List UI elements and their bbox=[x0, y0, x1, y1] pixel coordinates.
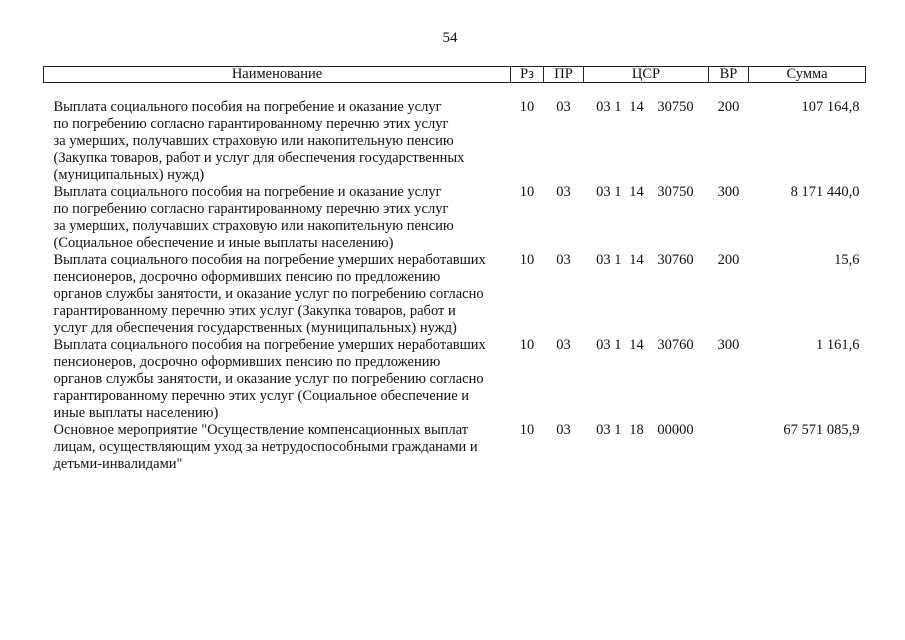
table-row bbox=[44, 422, 866, 473]
row-sum: 15,6 bbox=[834, 252, 860, 268]
row-csr-direction: 30750 bbox=[657, 99, 694, 115]
table-row bbox=[44, 184, 866, 252]
row-name-line: за умерших, получавших страховую или накопительную пенсию bbox=[53, 218, 454, 234]
row-sum: 107 164,8 bbox=[801, 99, 860, 115]
row-name bbox=[44, 99, 511, 184]
row-csr bbox=[584, 184, 709, 252]
row-csr-event: 14 bbox=[629, 337, 644, 353]
row-vr: 300 bbox=[717, 337, 740, 353]
row-csr-program: 03 1 bbox=[596, 337, 622, 353]
row-vr: 300 bbox=[717, 184, 740, 200]
header-csr: ЦСР bbox=[584, 67, 709, 83]
row-rz: 10 bbox=[519, 337, 535, 353]
row-name-line: за умерших, получавших страховую или накопительную пенсию bbox=[53, 133, 454, 149]
row-name bbox=[44, 252, 511, 337]
row-name-line: иные выплаты населению) bbox=[53, 405, 219, 421]
row-vr: 200 bbox=[717, 252, 740, 268]
row-name-line: (муниципальных) нужд) bbox=[53, 167, 205, 183]
row-csr-direction: 00000 bbox=[657, 422, 694, 438]
row-vr: 200 bbox=[717, 99, 740, 115]
row-csr bbox=[584, 252, 709, 337]
row-name-line: органов службы занятости, и оказание услуг по погребению согласно bbox=[53, 371, 484, 387]
row-name bbox=[44, 337, 511, 422]
row-name-line: Выплата социального пособия на погребение и оказание услуг bbox=[53, 184, 442, 200]
row-name bbox=[44, 184, 511, 252]
row-name-line: гарантированному перечню этих услуг (Социальное обеспечение и bbox=[53, 388, 470, 404]
header-sum: Сумма bbox=[749, 67, 866, 83]
page-number: 54 bbox=[442, 30, 458, 46]
row-name-line: (Социальное обеспечение и иные выплаты населению) bbox=[53, 235, 394, 251]
row-csr-program: 03 1 bbox=[596, 99, 622, 115]
row-pr: 03 bbox=[556, 337, 571, 353]
row-name-line: Выплата социального пособия на погребение умерших неработавших bbox=[53, 252, 486, 268]
row-rz: 10 bbox=[519, 184, 535, 200]
row-name-line: пенсионеров, досрочно оформивших пенсию по предложению bbox=[53, 269, 441, 285]
row-name-line: пенсионеров, досрочно оформивших пенсию по предложению bbox=[53, 354, 441, 370]
row-rz: 10 bbox=[519, 252, 535, 268]
row-pr: 03 bbox=[556, 422, 571, 438]
table-body bbox=[44, 83, 866, 474]
row-pr: 03 bbox=[556, 184, 571, 200]
header-vr: ВР bbox=[709, 67, 749, 83]
row-csr-program: 03 1 bbox=[596, 252, 622, 268]
row-name-line: (Закупка товаров, работ и услуг для обеспечения государственных bbox=[53, 150, 465, 166]
row-csr bbox=[584, 99, 709, 184]
row-name-line: лицам, осуществляющим уход за нетрудоспособными гражданами и bbox=[53, 439, 478, 455]
row-csr bbox=[584, 422, 709, 473]
row-csr-event: 14 bbox=[629, 99, 644, 115]
row-sum: 1 161,6 bbox=[816, 337, 860, 353]
header-pr: ПР bbox=[544, 67, 584, 83]
table-row bbox=[44, 337, 866, 422]
row-csr-event: 14 bbox=[629, 252, 644, 268]
row-csr-program: 03 1 bbox=[596, 422, 622, 438]
table-row bbox=[44, 252, 866, 337]
row-sum: 8 171 440,0 bbox=[790, 184, 860, 200]
row-csr bbox=[584, 337, 709, 422]
row-csr-direction: 30760 bbox=[657, 252, 694, 268]
row-csr-event: 14 bbox=[629, 184, 644, 200]
row-csr-program: 03 1 bbox=[596, 184, 622, 200]
header-rz: Рз bbox=[511, 67, 544, 83]
header-name: Наименование bbox=[44, 67, 511, 83]
row-name-line: Выплата социального пособия на погребение и оказание услуг bbox=[53, 99, 442, 115]
row-rz: 10 bbox=[519, 422, 535, 438]
row-name-line: Выплата социального пособия на погребение умерших неработавших bbox=[53, 337, 486, 353]
row-vr bbox=[709, 422, 749, 473]
row-name bbox=[44, 422, 511, 473]
row-csr-direction: 30750 bbox=[657, 184, 694, 200]
table-header bbox=[44, 67, 866, 83]
row-name-line: по погребению согласно гарантированному перечню этих услуг bbox=[53, 116, 449, 132]
row-name-line: детьми-инвалидами" bbox=[53, 456, 183, 472]
budget-table bbox=[43, 66, 866, 473]
row-name-line: органов службы занятости, и оказание услуг по погребению согласно bbox=[53, 286, 484, 302]
row-name-line: Основное мероприятие "Осуществление компенсационных выплат bbox=[53, 422, 469, 438]
row-name-line: гарантированному перечню этих услуг (Закупка товаров, работ и bbox=[53, 303, 456, 319]
row-name-line: услуг для обеспечения государственных (муниципальных) нужд) bbox=[53, 320, 457, 336]
row-pr: 03 bbox=[556, 99, 571, 115]
row-csr-direction: 30760 bbox=[657, 337, 694, 353]
row-rz: 10 bbox=[519, 99, 535, 115]
row-name-line: по погребению согласно гарантированному перечню этих услуг bbox=[53, 201, 449, 217]
row-csr-event: 18 bbox=[629, 422, 644, 438]
table-row bbox=[44, 99, 866, 184]
row-sum: 67 571 085,9 bbox=[783, 422, 860, 438]
row-pr: 03 bbox=[556, 252, 571, 268]
